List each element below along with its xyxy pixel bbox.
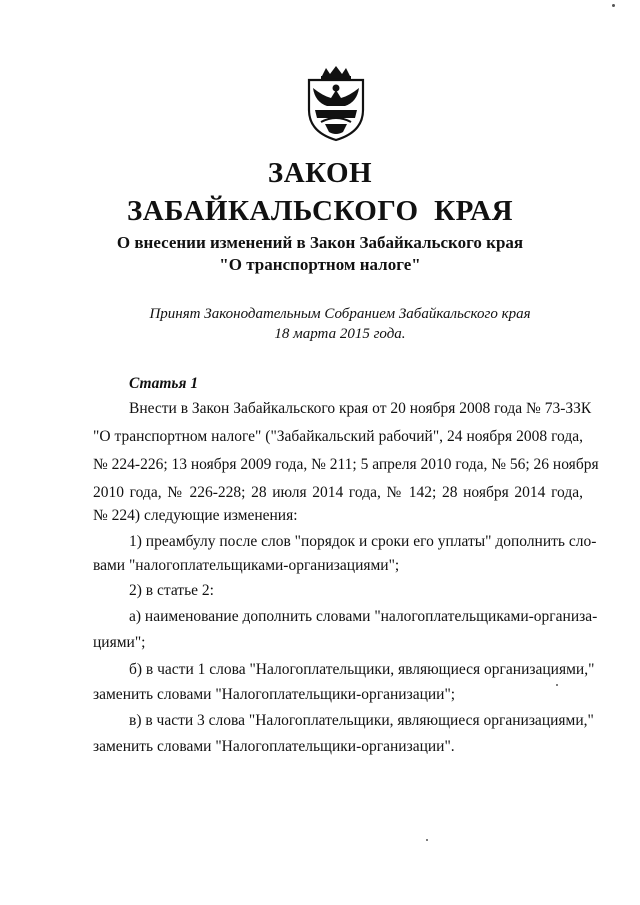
paragraph-line: циями"; — [93, 634, 146, 651]
article-title: Статья 1 — [129, 375, 199, 392]
region-title: ЗАБАЙКАЛЬСКОГО КРАЯ — [126, 195, 514, 227]
law-title: ЗАКОН — [267, 157, 373, 189]
paragraph-line: № 224-226; 13 ноября 2009 года, № 211; 5 апреля 2010 года, № 56; 26 ноября — [93, 456, 599, 473]
law-subject-line-1: О внесении изменений в Закон Забайкальского края — [116, 233, 524, 252]
adoption-note-line-1: Принят Законодательным Собранием Забайкальского края — [149, 306, 531, 322]
paragraph-line: б) в части 1 слова "Налогоплательщики, являющиеся организациями," — [129, 661, 595, 678]
scan-dot — [556, 684, 558, 686]
paragraph-line: в) в части 3 слова "Налогоплательщики, являющиеся организациями," — [129, 712, 594, 729]
adoption-note-line-2: 18 марта 2015 года. — [274, 326, 406, 342]
paragraph-line: а) наименование дополнить словами "налогоплательщиками-организа- — [129, 608, 598, 625]
paragraph-line: 2) в статье 2: — [129, 582, 214, 599]
scan-dot — [612, 4, 615, 7]
coat-of-arms-icon — [305, 66, 367, 142]
paragraph-line: 1) преамбулу после слов "порядок и сроки его уплаты" дополнить сло- — [129, 533, 597, 550]
paragraph-line: Внести в Закон Забайкальского края от 20 ноября 2008 года № 73-ЗЗК — [129, 400, 592, 417]
paragraph-line: заменить словами "Налогоплательщики-организации". — [93, 738, 455, 755]
paragraph-line: 2010 года, № 226-228; 28 июля 2014 года, № 142; 28 ноября 2014 года, — [93, 484, 583, 501]
law-subject-line-2: "О транспортном налоге" — [219, 255, 421, 274]
paragraph-line: вами "налогоплательщиками-организациями"; — [93, 557, 400, 574]
scan-dot — [426, 839, 428, 841]
paragraph-line: заменить словами "Налогоплательщики-организации"; — [93, 686, 456, 703]
paragraph-line: "О транспортном налоге" ("Забайкальский рабочий", 24 ноября 2008 года, — [93, 428, 583, 445]
paragraph-line: № 224) следующие изменения: — [93, 507, 298, 524]
